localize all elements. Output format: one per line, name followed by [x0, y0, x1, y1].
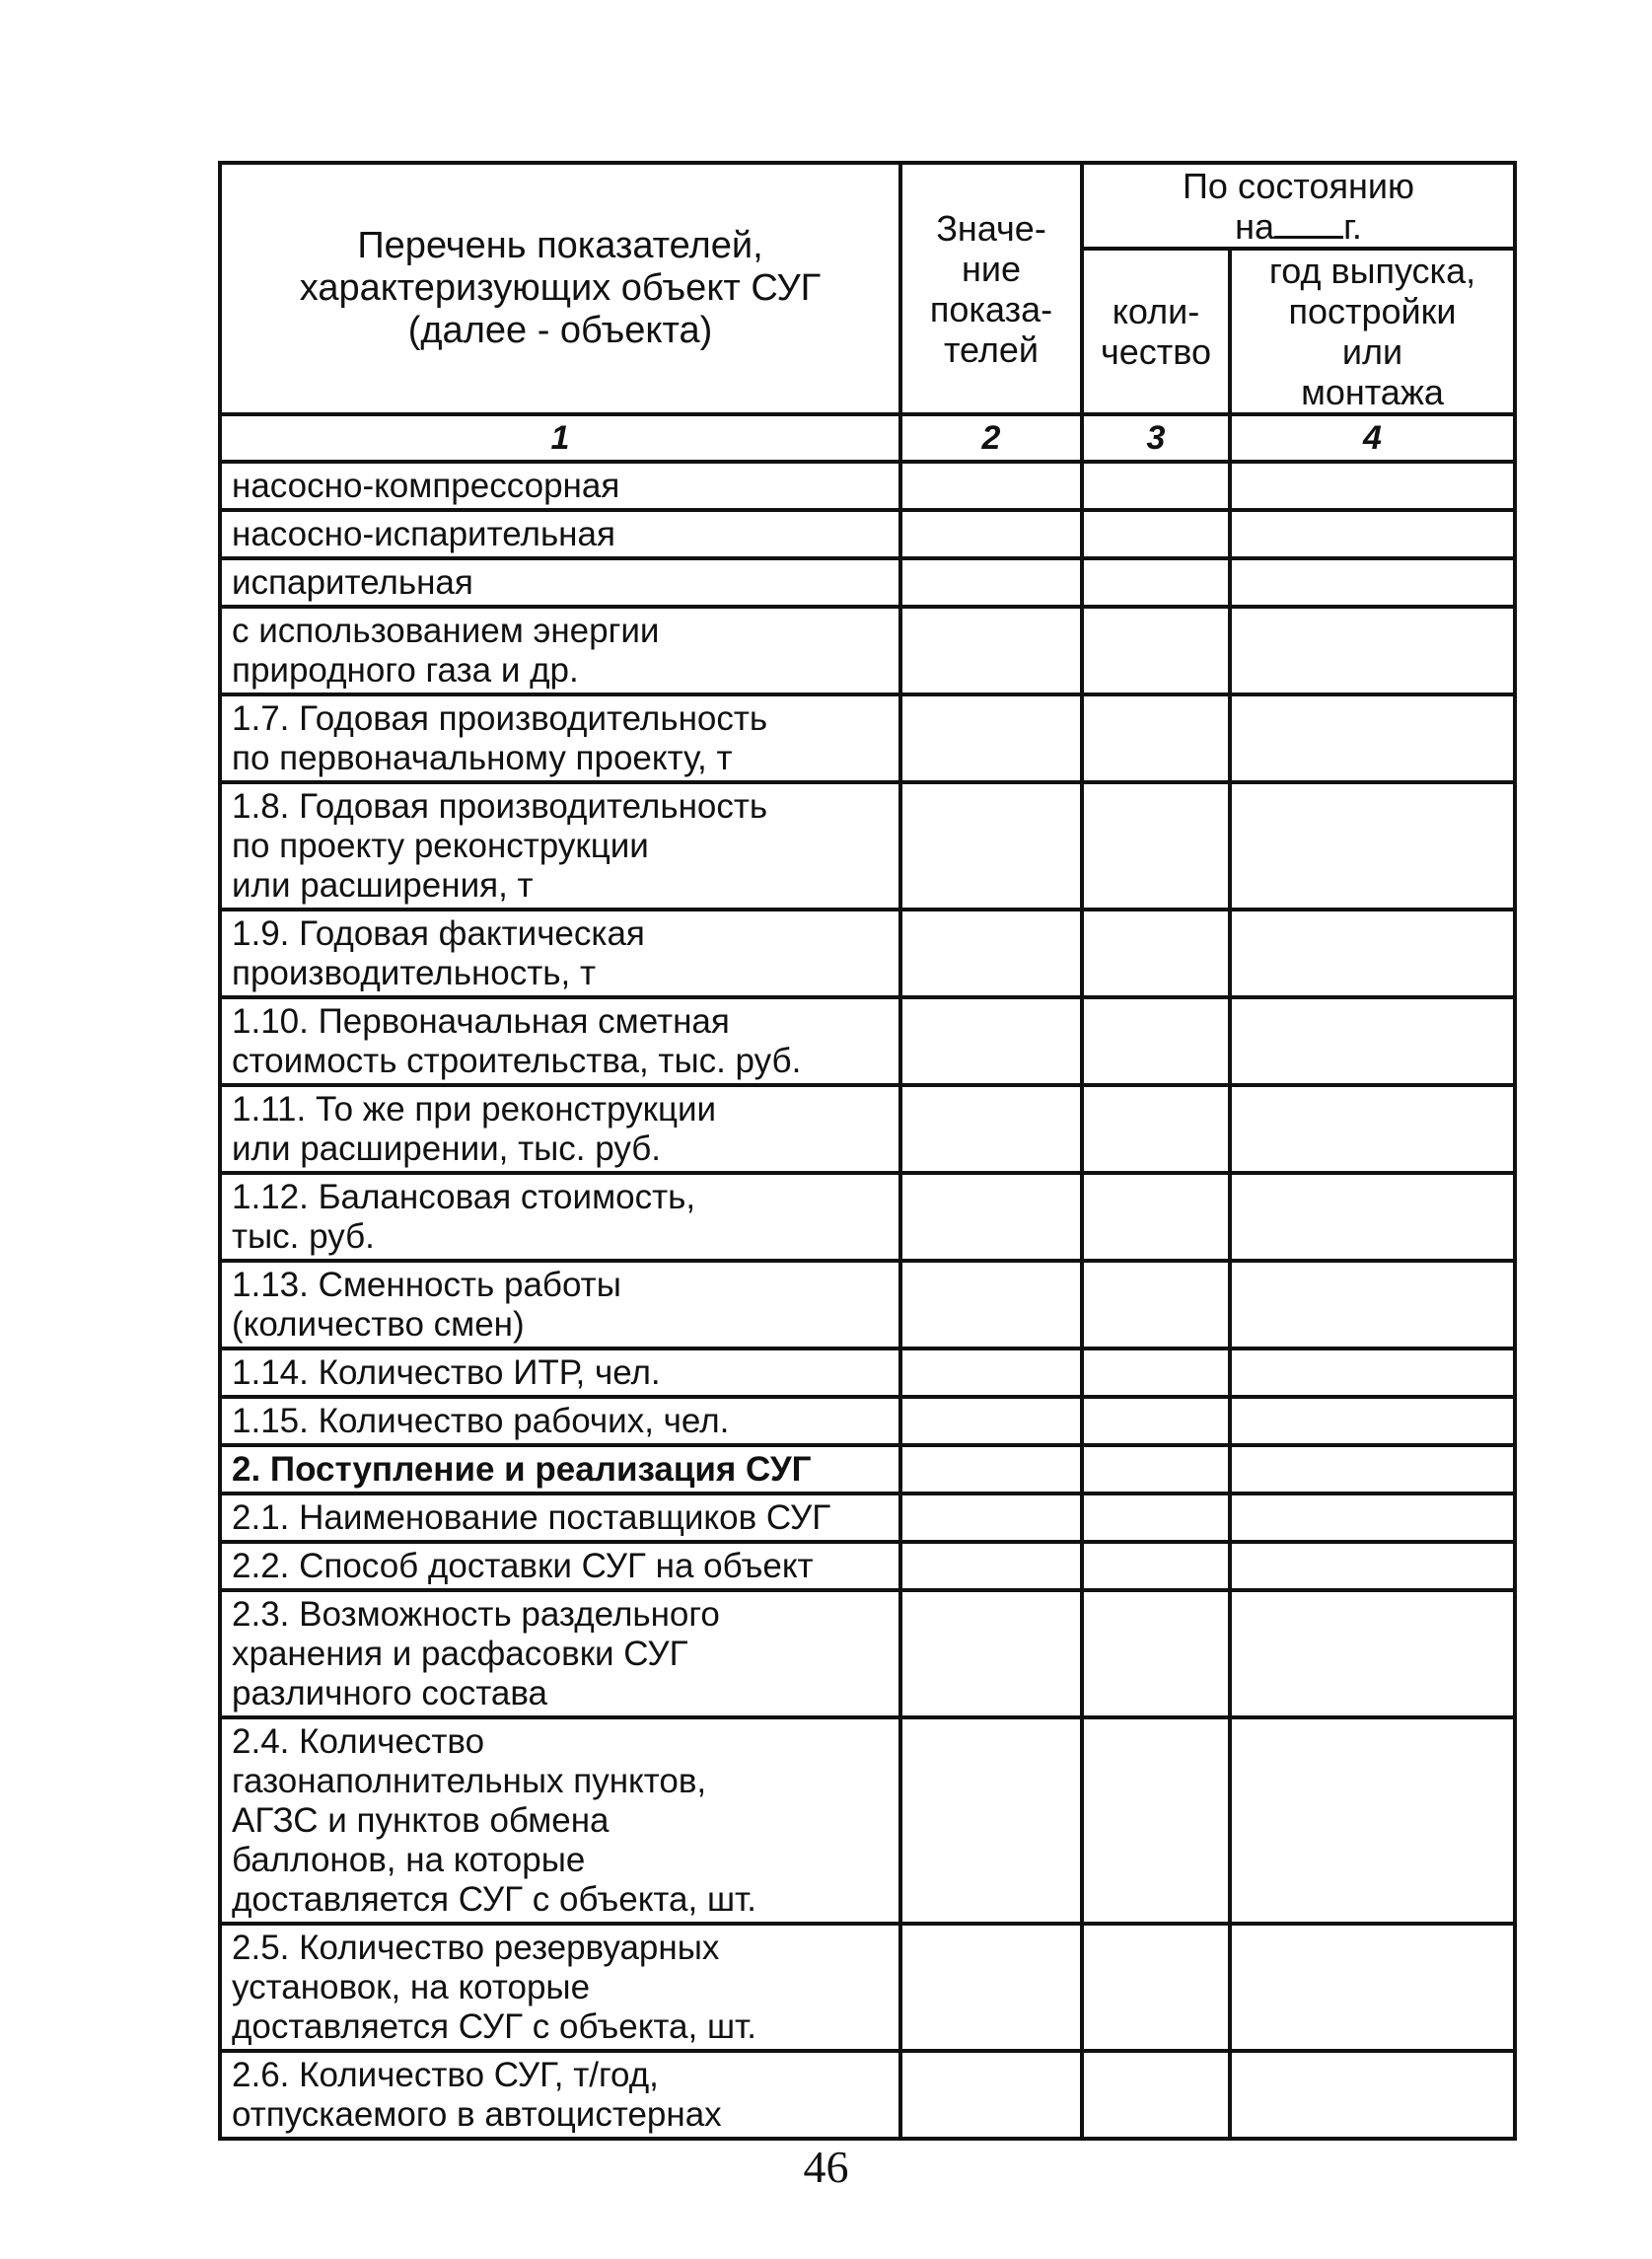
value-cell[interactable] — [900, 607, 1082, 694]
value-cell[interactable] — [900, 782, 1082, 910]
table-row — [220, 1397, 1515, 1445]
quantity-cell[interactable] — [1082, 1542, 1230, 1590]
table-row — [220, 1085, 1515, 1173]
quantity-cell[interactable] — [1082, 1397, 1230, 1445]
value-cell[interactable] — [900, 1445, 1082, 1494]
row-label: 2.4. Количество газонаполнительных пунктов, АГЗС и пунктов обмена баллонов, на которые доставляется СУГ с объекта, шт. — [220, 1717, 900, 1924]
status-title: По состоянию — [1183, 166, 1414, 206]
quantity-cell[interactable] — [1082, 1494, 1230, 1542]
year-cell[interactable] — [1230, 607, 1515, 694]
quantity-cell[interactable] — [1082, 1445, 1230, 1494]
table-row — [220, 1173, 1515, 1261]
value-cell[interactable] — [900, 510, 1082, 558]
row-label: 2.6. Количество СУГ, т/год, отпускаемого в автоцистернах — [220, 2051, 900, 2139]
value-cell[interactable] — [900, 910, 1082, 997]
year-cell[interactable] — [1230, 1924, 1515, 2051]
year-cell[interactable] — [1230, 1542, 1515, 1590]
value-cell[interactable] — [900, 1348, 1082, 1397]
year-cell[interactable] — [1230, 510, 1515, 558]
header-indicator-value: Значе- ние показа- телей — [900, 163, 1082, 414]
table-row — [220, 1542, 1515, 1590]
quantity-cell[interactable] — [1082, 607, 1230, 694]
row-label: 1.7. Годовая производительность по первоначальному проекту, т — [220, 694, 900, 782]
row-label: насосно-компрессорная — [220, 462, 900, 510]
year-cell[interactable] — [1230, 910, 1515, 997]
row-label: 1.8. Годовая производительность по проекту реконструкции или расширения, т — [220, 782, 900, 910]
status-suffix: г. — [1343, 206, 1362, 247]
value-cell[interactable] — [900, 1542, 1082, 1590]
row-label: 2.1. Наименование поставщиков СУГ — [220, 1494, 900, 1542]
table-row — [220, 1924, 1515, 2051]
value-cell[interactable] — [900, 1717, 1082, 1924]
indicators-table — [218, 161, 1517, 2141]
row-label: 2.3. Возможность раздельного хранения и расфасовки СУГ различного состава — [220, 1590, 900, 1717]
table-row — [220, 2051, 1515, 2139]
year-cell[interactable] — [1230, 2051, 1515, 2139]
value-cell[interactable] — [900, 1397, 1082, 1445]
row-label: испарительная — [220, 558, 900, 607]
table-row — [220, 510, 1515, 558]
value-cell[interactable] — [900, 694, 1082, 782]
value-cell[interactable] — [900, 2051, 1082, 2139]
row-label: насосно-испарительная — [220, 510, 900, 558]
header-year-of-issue: год выпуска, постройки или монтажа — [1230, 249, 1515, 414]
table-row — [220, 694, 1515, 782]
row-label: 1.15. Количество рабочих, чел. — [220, 1397, 900, 1445]
row-label: 2. Поступление и реализация СУГ — [220, 1445, 900, 1494]
row-label: 1.14. Количество ИТР, чел. — [220, 1348, 900, 1397]
quantity-cell[interactable] — [1082, 510, 1230, 558]
row-label: 2.2. Способ доставки СУГ на объект — [220, 1542, 900, 1590]
row-label: 1.10. Первоначальная сметная стоимость строительства, тыс. руб. — [220, 997, 900, 1085]
value-cell[interactable] — [900, 1924, 1082, 2051]
year-cell[interactable] — [1230, 1717, 1515, 1924]
value-cell[interactable] — [900, 1085, 1082, 1173]
header-status-as-of — [1082, 163, 1515, 249]
page-number: 46 — [803, 2142, 849, 2192]
column-number: 1 — [220, 414, 900, 462]
year-cell[interactable] — [1230, 694, 1515, 782]
quantity-cell[interactable] — [1082, 1173, 1230, 1261]
year-cell[interactable] — [1230, 1397, 1515, 1445]
year-cell[interactable] — [1230, 462, 1515, 510]
row-label: 1.13. Сменность работы (количество смен) — [220, 1261, 900, 1348]
quantity-cell[interactable] — [1082, 1590, 1230, 1717]
year-cell[interactable] — [1230, 1348, 1515, 1397]
year-cell[interactable] — [1230, 1173, 1515, 1261]
row-label: 2.5. Количество резервуарных установок, на которые доставляется СУГ с объекта, шт. — [220, 1924, 900, 2051]
header-quantity: коли- чество — [1082, 249, 1230, 414]
quantity-cell[interactable] — [1082, 694, 1230, 782]
quantity-cell[interactable] — [1082, 1261, 1230, 1348]
column-number: 3 — [1082, 414, 1230, 462]
value-cell[interactable] — [900, 1494, 1082, 1542]
header-indicators-list: Перечень показателей, характеризующих объект СУГ (далее - объекта) — [220, 163, 900, 414]
table-row — [220, 1261, 1515, 1348]
table-row — [220, 1590, 1515, 1717]
quantity-cell[interactable] — [1082, 462, 1230, 510]
row-label: 1.12. Балансовая стоимость, тыс. руб. — [220, 1173, 900, 1261]
header-row-1 — [220, 163, 1515, 249]
status-date-blank — [1274, 206, 1343, 239]
quantity-cell[interactable] — [1082, 782, 1230, 910]
column-number: 2 — [900, 414, 1082, 462]
quantity-cell[interactable] — [1082, 558, 1230, 607]
status-prefix: на — [1235, 206, 1275, 247]
row-label: 1.11. То же при реконструкции или расширении, тыс. руб. — [220, 1085, 900, 1173]
year-cell[interactable] — [1230, 1261, 1515, 1348]
quantity-cell[interactable] — [1082, 997, 1230, 1085]
table-row — [220, 558, 1515, 607]
year-cell[interactable] — [1230, 1590, 1515, 1717]
row-label: с использованием энергии природного газа и др. — [220, 607, 900, 694]
quantity-cell[interactable] — [1082, 1348, 1230, 1397]
column-number: 4 — [1230, 414, 1515, 462]
quantity-cell[interactable] — [1082, 1924, 1230, 2051]
status-date-line — [1084, 206, 1513, 247]
column-number-row — [220, 414, 1515, 462]
year-cell[interactable] — [1230, 782, 1515, 910]
row-label: 1.9. Годовая фактическая производительность, т — [220, 910, 900, 997]
table-row — [220, 1445, 1515, 1494]
table-row — [220, 997, 1515, 1085]
table-row — [220, 1494, 1515, 1542]
table-row — [220, 1717, 1515, 1924]
value-cell[interactable] — [900, 1173, 1082, 1261]
table-row — [220, 1348, 1515, 1397]
quantity-cell[interactable] — [1082, 2051, 1230, 2139]
quantity-cell[interactable] — [1082, 910, 1230, 997]
value-cell[interactable] — [900, 558, 1082, 607]
quantity-cell[interactable] — [1082, 1085, 1230, 1173]
year-cell[interactable] — [1230, 558, 1515, 607]
table-row — [220, 462, 1515, 510]
year-cell[interactable] — [1230, 997, 1515, 1085]
value-cell[interactable] — [900, 997, 1082, 1085]
year-cell[interactable] — [1230, 1085, 1515, 1173]
quantity-cell[interactable] — [1082, 1717, 1230, 1924]
year-cell[interactable] — [1230, 1445, 1515, 1494]
table-row — [220, 910, 1515, 997]
value-cell[interactable] — [900, 1261, 1082, 1348]
year-cell[interactable] — [1230, 1494, 1515, 1542]
value-cell[interactable] — [900, 462, 1082, 510]
table-row — [220, 607, 1515, 694]
table-row — [220, 782, 1515, 910]
value-cell[interactable] — [900, 1590, 1082, 1717]
